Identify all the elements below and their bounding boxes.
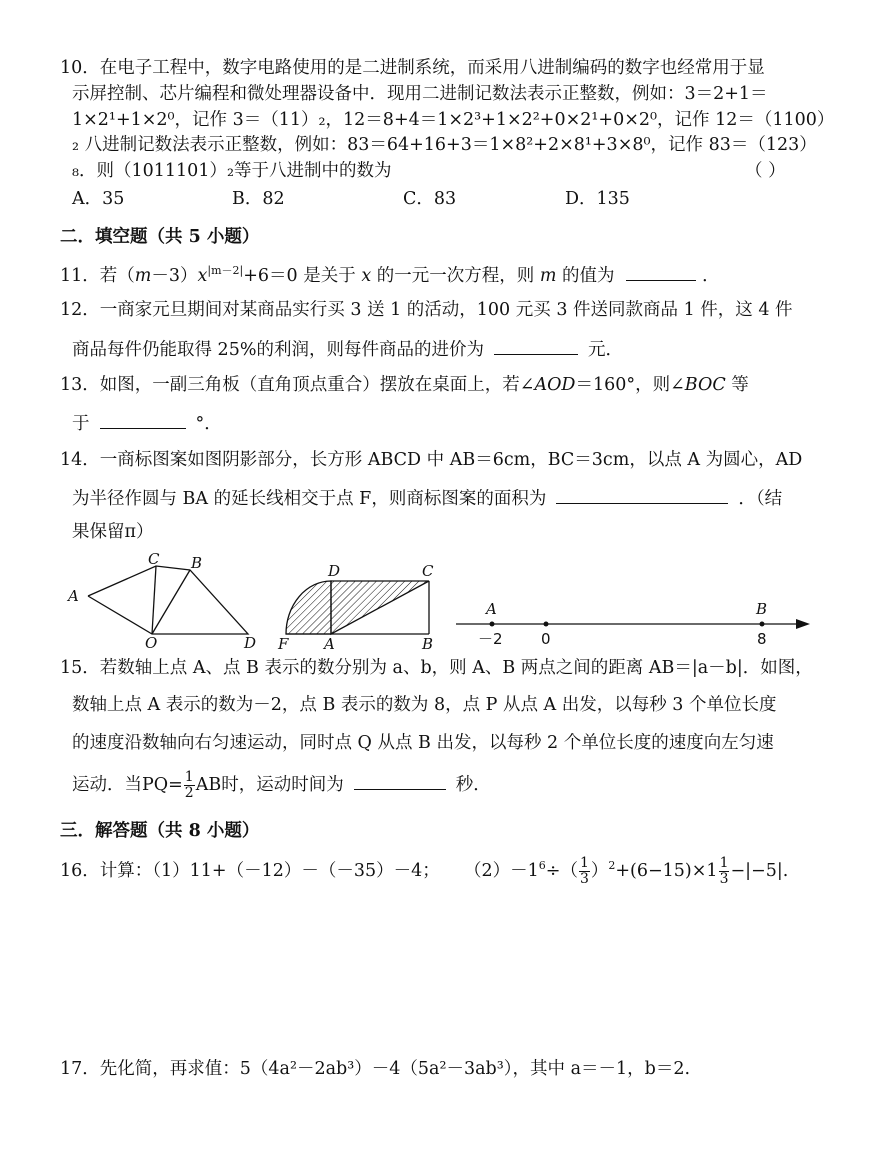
fig2-label-b: B <box>422 635 434 652</box>
q13-answer-blank[interactable] <box>100 410 186 429</box>
q16-fraction-one-third: $\frac{1}{3}$ <box>579 855 589 887</box>
fig2-label-d: D <box>328 562 341 580</box>
q15-line1: 15．若数轴上点 A、点 B 表示的数分别为 a、b，则 A、B 两点之间的距离 AB＝|a－b|．如图， <box>60 658 813 678</box>
fig2-label-f: F <box>278 635 289 652</box>
q10-option-d: D．135 <box>565 189 630 209</box>
fig1-label-o: O <box>145 634 158 652</box>
q12-answer-blank[interactable] <box>494 336 578 355</box>
q11-line: 11．若$(m-3)x^{|m-2|}+6=0$ 是关于 x 的一元一次方程，则 m 的值为 ． <box>60 262 720 287</box>
q16-fraction-mixed: $\frac{1}{3}$ <box>719 855 729 887</box>
fig3-label-b: B <box>756 600 768 618</box>
q10-answer-paren: （ ） <box>745 161 786 181</box>
fig1-label-b: B <box>191 554 203 572</box>
q14-answer-blank[interactable] <box>556 485 728 504</box>
q10-option-c: C．83 <box>403 189 457 209</box>
q17-line: 17．先化简，再求值：5（4a²－2ab³）－4（5a²－3ab³），其中 a＝－1，b＝2. <box>60 1059 691 1079</box>
q10-line1: 10．在电子工程中，数字电路使用的是二进制系统，而采用八进制编码的数字也经常用于显 <box>60 58 765 78</box>
fig1-label-c: C <box>148 550 160 568</box>
section-solve-title: 三．解答题（共 8 小题） <box>60 821 260 841</box>
fig1-label-d: D <box>244 634 257 652</box>
q13-line1: 13．如图，一副三角板（直角顶点重合）摆放在桌面上，若∠AOD＝160°，则∠BOC 等 <box>60 375 749 395</box>
q10-line3: 1×2¹+1×2⁰，记作 3＝（11）₂，12＝8+4＝1×2³+1×2²+0×2¹+0×2⁰，记作 12＝（1100） <box>72 110 835 130</box>
fig2-label-c: C <box>422 562 434 580</box>
figure-number-line <box>450 596 815 652</box>
q15-line2: 数轴上点 A 表示的数为－2，点 B 表示的数为 8，点 P 从点 A 出发，以每秒 3 个单位长度 <box>72 695 777 715</box>
fig2-label-a: A <box>324 635 335 652</box>
q14-line2: 为半径作圆与 BA 的延长线相交于点 F，则商标图案的面积为 ．（结 <box>72 485 782 510</box>
q12-line1: 12．一商家元旦期间对某商品实行买 3 送 1 的活动，100 元买 3 件送同款商品 1 件，这 4 件 <box>60 300 793 320</box>
q15-line3: 的速度沿数轴向右匀速运动，同时点 Q 从点 B 出发，以每秒 2 个单位长度的速度向左匀速 <box>72 733 774 753</box>
q10-option-a: A．35 <box>72 189 125 209</box>
q15-line4: 运动．当PQ= $\frac{1}{2}$ AB时，运动时间为 秒． <box>72 769 491 801</box>
q13-line2: 于 °． <box>72 410 222 435</box>
q15-answer-blank[interactable] <box>354 771 446 790</box>
fig1-label-a: A <box>68 587 79 605</box>
q10-line2: 示屏控制、芯片编程和微处理器设备中．现用二进制记数法表示正整数，例如：3＝2+1＝ <box>72 84 768 104</box>
fig3-tick-neg2: －2 <box>478 630 503 648</box>
q16-part1: 16．计算：（1）11+（－12）－（－35）－4； <box>60 861 440 881</box>
point-zero-dot <box>544 622 549 627</box>
figure-rectangle-arc <box>270 560 450 652</box>
fig3-tick-8: 8 <box>757 630 767 648</box>
q14-line3: 果保留π） <box>72 522 154 542</box>
fig3-tick-0: 0 <box>541 630 551 648</box>
q10-line4: ₂ 八进制记数法表示正整数，例如：83＝64+16+3＝1×8²+2×8¹+3×8⁰，记作 83＝（123） <box>72 135 817 155</box>
q16-part2: $(2)-1^6\div$（ $\frac{1}{3}$ ）$^2$+(6−15)×1 $\frac{1}{3}$ −|−5|. <box>464 855 789 887</box>
q12-line2: 商品每件仍能取得 25%的利润，则每件商品的进价为 元． <box>72 336 623 361</box>
section-fill-in-title: 二．填空题（共 5 小题） <box>60 227 260 247</box>
q14-line1: 14．一商标图案如图阴影部分，长方形 ABCD 中 AB＝6cm，BC＝3cm，以点 A 为圆心，AD <box>60 450 803 470</box>
q10-option-b: B．82 <box>232 189 285 209</box>
fig3-label-a: A <box>486 600 497 618</box>
figure-triangles <box>60 548 270 652</box>
point-a-dot <box>490 622 495 627</box>
point-b-dot <box>760 622 765 627</box>
q11-answer-blank[interactable] <box>626 262 696 281</box>
q15-fraction: $\frac{1}{2}$ <box>184 769 194 801</box>
q10-line5: ₈．则（1011101）₂等于八进制中的数为 <box>72 161 392 181</box>
